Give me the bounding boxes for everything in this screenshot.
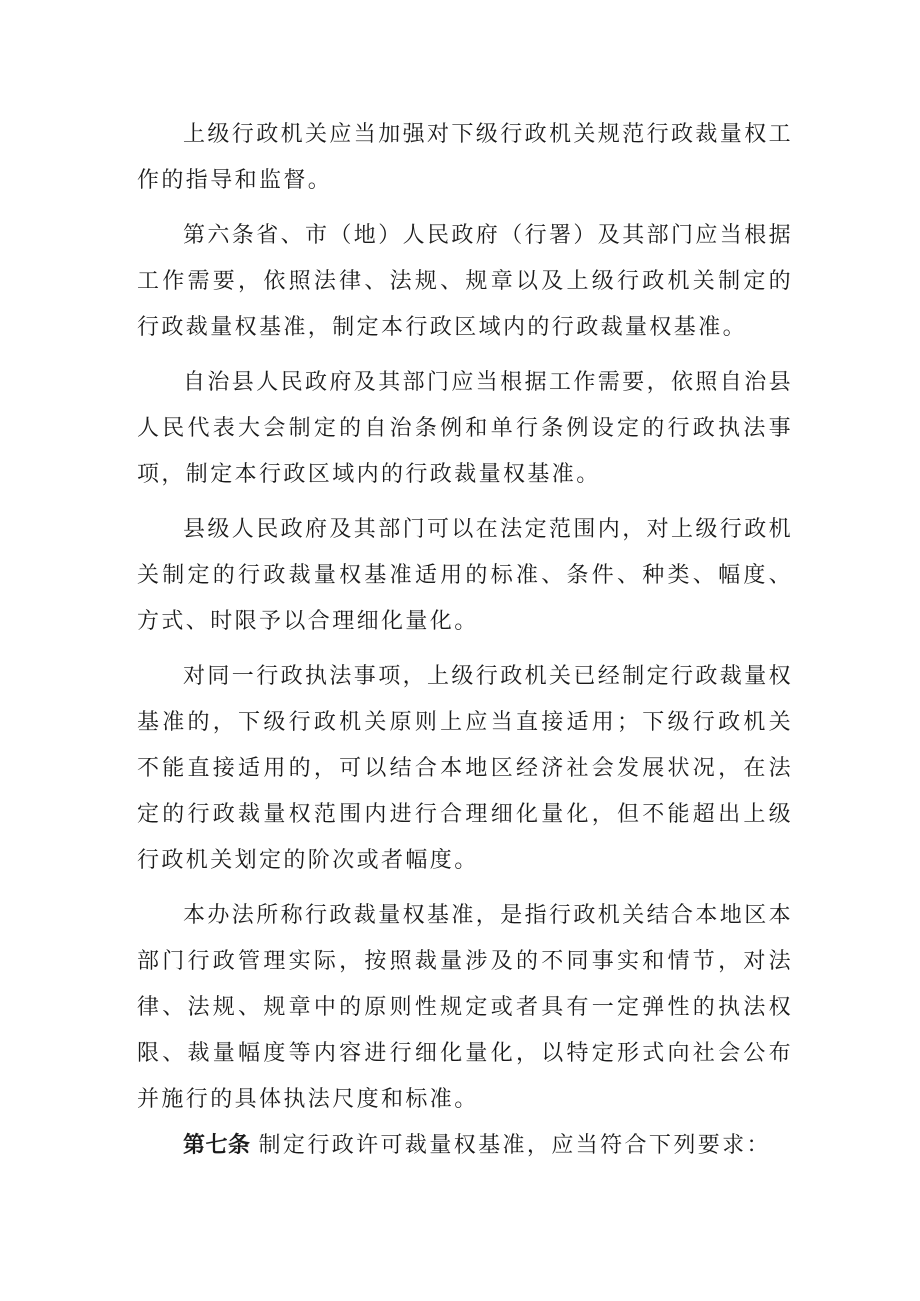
paragraph-autonomous-county: 自治县人民政府及其部门应当根据工作需要，依照自治县人民代表大会制定的自治条例和单行条例设定的行政执法事项，制定本行政区域内的行政裁量权基准。	[137, 370, 794, 487]
paragraph-same-matter: 对同一行政执法事项，上级行政机关已经制定行政裁量权基准的，下级行政机关原则上应当直接适用；下级行政机关不能直接适用的，可以结合本地区经济社会发展状况，在法定的行政裁量权范围内进行合理细化量化，但不能超出上级行政机关划定的阶次或者幅度。	[137, 664, 794, 873]
article-7-label: 第七条	[183, 1133, 251, 1158]
article-7-text: 制定行政许可裁量权基准，应当符合下列要求：	[258, 1133, 771, 1158]
paragraph-definition: 本办法所称行政裁量权基准，是指行政机关结合本地区本部门行政管理实际，按照裁量涉及的不同事实和情节，对法律、法规、规章中的原则性规定或者具有一定弹性的执法权限、裁量幅度等内容进行细化量化，以特定形式向社会公布并施行的具体执法尺度和标准。	[137, 903, 794, 1112]
paragraph-supervision: 上级行政机关应当加强对下级行政机关规范行政裁量权工作的指导和监督。	[137, 122, 794, 193]
paragraph-article-7	[137, 1123, 793, 1169]
document-body	[137, 112, 793, 1178]
paragraph-article-6: 第六条省、市（地）人民政府（行署）及其部门应当根据工作需要，依照法律、法规、规章以及上级行政机关制定的行政裁量权基准，制定本行政区域内的行政裁量权基准。	[137, 223, 794, 340]
paragraph-county-level: 县级人民政府及其部门可以在法定范围内，对上级行政机关制定的行政裁量权基准适用的标准、条件、种类、幅度、方式、时限予以合理细化量化。	[137, 517, 794, 634]
